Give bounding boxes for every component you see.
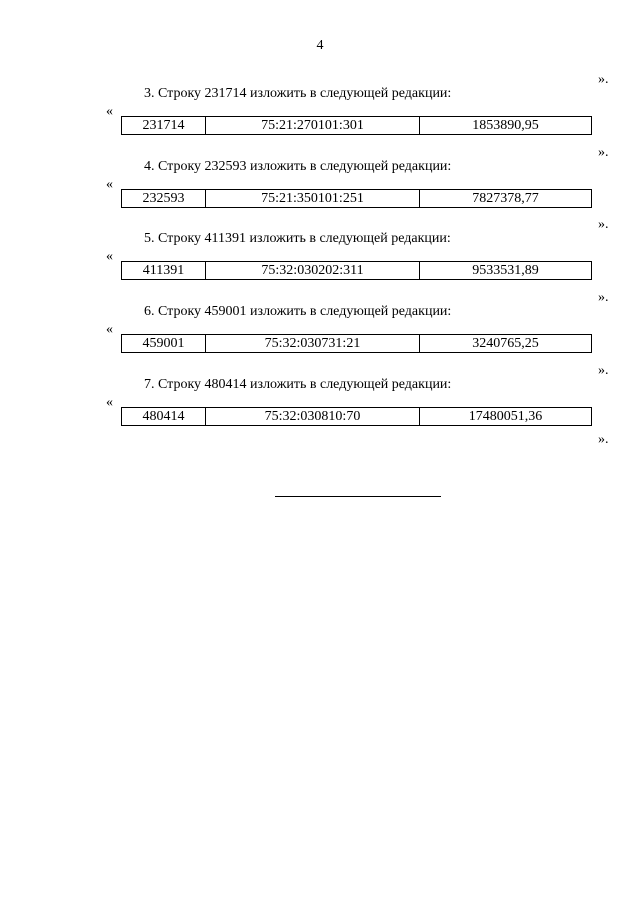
amendment-item <box>0 217 640 291</box>
amendment-instruction: 6. Строку 459001 изложить в следующей редакции: <box>144 304 452 319</box>
row-number-cell: 459001 <box>122 335 206 353</box>
amended-row-table <box>121 189 592 208</box>
row-number-cell: 231714 <box>122 117 206 135</box>
row-number-cell: 480414 <box>122 408 206 426</box>
closing-quote: ». <box>598 145 609 160</box>
table-row <box>122 408 592 426</box>
row-number-cell: 232593 <box>122 190 206 208</box>
amendment-item <box>0 290 640 364</box>
opening-quote: « <box>106 322 113 337</box>
amendment-instruction: 5. Строку 411391 изложить в следующей редакции: <box>144 231 451 246</box>
opening-quote: « <box>106 249 113 264</box>
closing-quote: ». <box>598 72 609 87</box>
amendment-item <box>0 363 640 437</box>
value-cell: 7827378,77 <box>420 190 592 208</box>
opening-quote: « <box>106 104 113 119</box>
amended-row-table <box>121 261 592 280</box>
value-cell: 1853890,95 <box>420 117 592 135</box>
value-cell: 17480051,36 <box>420 408 592 426</box>
amended-row-table <box>121 116 592 135</box>
cadastral-number-cell: 75:32:030202:311 <box>206 262 420 280</box>
amendment-item <box>0 72 640 146</box>
amendment-item <box>0 145 640 219</box>
cadastral-number-cell: 75:32:030731:21 <box>206 335 420 353</box>
cadastral-number-cell: 75:21:350101:251 <box>206 190 420 208</box>
amendment-instruction: 7. Строку 480414 изложить в следующей редакции: <box>144 377 452 392</box>
amendment-instruction: 4. Строку 232593 изложить в следующей редакции: <box>144 159 452 174</box>
cadastral-number-cell: 75:21:270101:301 <box>206 117 420 135</box>
table-row <box>122 262 592 280</box>
end-of-document-line <box>275 496 441 497</box>
opening-quote: « <box>106 177 113 192</box>
amended-row-table <box>121 407 592 426</box>
amended-row-table <box>121 334 592 353</box>
row-number-cell: 411391 <box>122 262 206 280</box>
cadastral-number-cell: 75:32:030810:70 <box>206 408 420 426</box>
page-number: 4 <box>316 38 324 53</box>
value-cell: 9533531,89 <box>420 262 592 280</box>
closing-quote: ». <box>598 363 609 378</box>
closing-quote: ». <box>598 217 609 232</box>
opening-quote: « <box>106 395 113 410</box>
table-row <box>122 190 592 208</box>
table-row <box>122 117 592 135</box>
closing-quote: ». <box>598 432 609 447</box>
value-cell: 3240765,25 <box>420 335 592 353</box>
closing-quote: ». <box>598 290 609 305</box>
table-row <box>122 335 592 353</box>
amendment-instruction: 3. Строку 231714 изложить в следующей редакции: <box>144 86 452 101</box>
